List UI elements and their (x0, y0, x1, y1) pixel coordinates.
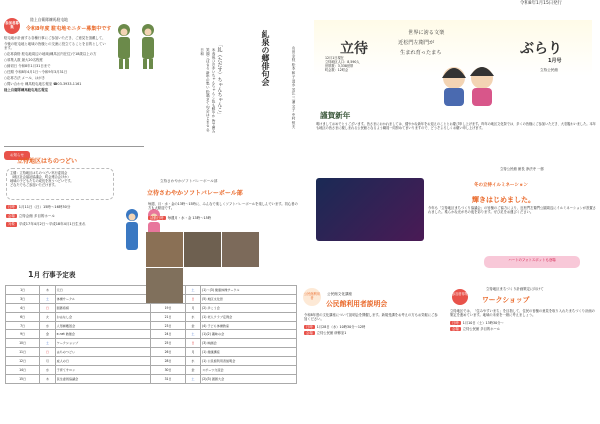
label: 日時 (306, 324, 313, 329)
table-cell: 30日 (151, 366, 185, 375)
recruit-line: ○応募方法 メール、はがき (4, 75, 45, 80)
poem-names: 山田 幸枝 松本 和子 清水 芳江 三浦 文子 中村 恒夫 (292, 46, 296, 129)
table-cell: 土 (40, 294, 55, 303)
table-row (6, 348, 297, 357)
table-cell: 元日 (55, 286, 151, 295)
table-cell: 土 (185, 330, 200, 339)
table-cell: (1) 公民館利用者説明会 (201, 357, 297, 366)
table-cell: (2) 歩こう会 (201, 303, 297, 312)
schedule-title (28, 270, 75, 280)
table-row (6, 339, 297, 348)
workshop-text: 立待地区では、「住みやすいまち」を目指して、住民の皆様の意見を取り入れたまちづくり計画の策定を進めています。地域の未来を一緒に考えましょう。 (450, 309, 595, 318)
label: 会場 (306, 330, 313, 335)
table-cell: 金 (185, 321, 200, 330)
table-cell: (1) 老人クラブ定例会 (201, 312, 297, 321)
table-cell: 木 (40, 374, 55, 383)
recruit-line: ○締切日 令和8年1月31日まで (4, 64, 51, 69)
soldiers-illustration (110, 20, 165, 70)
table-cell: 人形劇鑑賞会 (55, 321, 151, 330)
workshop-sub: 立待地区まちづくり計画策定に向けて (486, 287, 544, 291)
volleyball-photos (146, 232, 296, 267)
label: 会場 (452, 326, 459, 331)
label: 日時 (8, 205, 15, 209)
table-cell: 7日 (6, 321, 40, 330)
table-cell: 9日 (6, 330, 40, 339)
table-cell: 1日 (6, 286, 40, 295)
table-cell: 水 (185, 312, 200, 321)
label: 対象 (8, 222, 15, 227)
table-cell: 土 (40, 339, 55, 348)
table-row (6, 312, 297, 321)
table-cell: 月 (185, 303, 200, 312)
table-cell: (1) 健康講座 (201, 348, 297, 357)
photo (222, 232, 259, 267)
recruit-tag: 参加者募集 (4, 18, 20, 34)
poem-subtitle: 「糺（ただす）ちゃんちゃんこ」 (216, 42, 223, 117)
poem-title: 糺泉の郷俳句会 (261, 30, 270, 86)
table-row (6, 366, 297, 375)
table-cell: 15日 (6, 374, 40, 383)
table-cell: 金 (40, 330, 55, 339)
workshop-title: ワークショップ (482, 296, 530, 304)
meeting-tag: 公民館利用者 (303, 288, 321, 306)
recruit-line: 駐屯地が計画する各種行事にご参加いただき、ご意見を頂戴して、 (4, 36, 106, 40)
table-cell: 金 (185, 366, 200, 375)
masthead-info (325, 56, 427, 73)
recruit-line: ○募集人数 最大20名程度 (4, 58, 43, 63)
table-cell: (3) 映画会 (201, 339, 297, 348)
illumination-text: 今年も「立待地区まちづくり協議会」の皆様のご協力により、近松門左衛門公園周辺にイルミネーションが設置されました。柔らかな光が冬の夜を彩ります。ぜひ足をお運びください。 (428, 206, 596, 215)
recruit-body (4, 36, 108, 94)
table-cell: 土 (185, 286, 200, 295)
illumination-photo (316, 178, 424, 241)
value: 立待会館 多目的ホール (18, 213, 55, 218)
table-cell: 14日 (6, 366, 40, 375)
table-cell: 日 (185, 339, 200, 348)
table-cell: 月 (185, 348, 200, 357)
table-cell: 民生委員協議会 (55, 374, 151, 383)
mascot-illustration (436, 62, 500, 108)
meeting-title: 公民館利用者説明会 (326, 300, 388, 308)
info-line: 立待地区人口：8,590人 (325, 60, 360, 65)
table-cell: 11日 (6, 348, 40, 357)
recruit-title: 令和8年度 駐屯地モニター募集中です (26, 26, 112, 32)
issue-date: 令和8年1月15日発行 (520, 1, 562, 6)
label: 活動日時 (150, 216, 164, 220)
volleyball-body: 毎週、月・水・金の13時～15時に、みんなで楽しくソフトバレーボールを楽しんでいます。初心者の方も大歓迎です。 (148, 202, 298, 211)
table-cell: 25日 (151, 339, 185, 348)
notice-line: 主催：立待地区はちのつどい実行委員会 (10, 171, 68, 175)
meeting-sub: 公民館文化講座 (327, 292, 353, 296)
table-cell: ワークショップ (55, 339, 151, 348)
poem-body: 米寿祝ひの赤いちゃんちゃんこ 色も鮮やか 皆で囲み 笑顔こぼるる 新年の集い 松過ぎて 句会はじまる 冬日和 (200, 48, 216, 134)
recruit-line: ○問い合わせ 練馬駐屯地広報室 ☎03-3933-1161 (4, 81, 82, 86)
masthead-line1: 世界に誇る文楽 (408, 30, 445, 36)
table-cell: 31日 (151, 374, 185, 383)
recruit-line: ○応募資格 駐屯地周辺の地域(練馬区内在住)で18歳以上の方 (4, 52, 97, 57)
recruit-org: 陸上自衛隊練馬駐屯地 (30, 17, 68, 22)
table-cell: 日 (40, 303, 55, 312)
table-cell: 24日 (151, 330, 185, 339)
table-row (6, 374, 297, 383)
table-cell: 火 (40, 312, 55, 321)
photo (146, 232, 183, 267)
table-cell: 28日 (151, 357, 185, 366)
new-year-body: 明けましておめでとうございます。皆さまにおかれましては、健やかな新年をお迎えのこととお慶び申し上げます。昨年の地区文化祭では、多くの皆様にご参加いただき、大変賑わいました。本年も地区の皆さまに親しまれる公民館となるよう職員一同努めてまいりますので、どうぞよろしくお願い申し上げます。 (316, 122, 596, 131)
notice-line: 地域の子どもたちの成長を祝うつどいです。 (10, 179, 74, 184)
photo (146, 268, 183, 303)
value: 平成17年4月2日～平成18年4月1日生まれ (18, 222, 86, 227)
table-cell: (1)～(3) 健康体操サークル (201, 286, 297, 295)
notice-line: （地区社会福祉協議会、町会連合会ほか） (10, 175, 71, 180)
masthead-line3: 生まれ育ったまち (400, 50, 442, 56)
value: 1月10日（土）13時30分～ (462, 320, 504, 325)
table-cell: 月 (40, 357, 55, 366)
recruit-line: ○任期 令和8年4月1日～令和9年3月31日 (4, 70, 68, 75)
photo (184, 232, 221, 267)
masthead-title: 立待 (340, 41, 368, 57)
table-cell: (2)(3) 囲碁大会 (201, 374, 297, 383)
table-cell: 3日 (6, 294, 40, 303)
volleyball-sub: 立待さわやかソフトバレーボール部 (160, 179, 218, 183)
table-cell: 水 (185, 357, 200, 366)
table-cell: 23日 (151, 321, 185, 330)
label: 会場 (8, 213, 15, 218)
table-cell: 日 (185, 294, 200, 303)
notice-line: どなたでもご参加いただけます。 (10, 183, 58, 188)
notice-info (6, 205, 114, 227)
table-cell: 26日 (151, 348, 185, 357)
table-cell: (1)(2) 趣味の会 (201, 330, 297, 339)
table-cell: 19日 (151, 303, 185, 312)
illumination-title: 冬の立待イルミネーション (474, 183, 528, 188)
table-cell: 日 (40, 348, 55, 357)
issue-number: 1月号 (548, 58, 562, 64)
new-year-title: 謹賀新年 (320, 111, 351, 120)
value: 1月28日（水）10時30分～12時 (316, 324, 366, 329)
divider (4, 146, 144, 147)
table-row (6, 303, 297, 312)
info-line: 世帯数：3,338世帯 (325, 64, 354, 69)
illumination-badge: ハートのフォトスポットも登場 (484, 256, 580, 268)
meeting-body (304, 313, 439, 335)
schedule-title-rest: 月 行事予定表 (33, 271, 76, 279)
volleyball-time (148, 216, 211, 220)
table-cell: 体操サークル (55, 294, 151, 303)
table-cell: 成人の日 (55, 357, 151, 366)
table-cell: 子育てサロン (55, 366, 151, 375)
publisher: 立待公民館 (540, 68, 558, 72)
table-row (6, 357, 297, 366)
schedule-month: 1 (28, 270, 34, 279)
table-cell: 水 (40, 366, 55, 375)
table-row (6, 321, 297, 330)
table-cell: 12日 (6, 357, 40, 366)
notice-title: 立待地区はちのつどい (17, 158, 78, 165)
workshop-tag: 参加者募集 (452, 289, 468, 305)
notice-tag: お知らせ (4, 151, 30, 160)
table-cell: 土 (185, 374, 200, 383)
notice-box (6, 168, 114, 200)
masthead-line2: 近松門左衛門が (398, 40, 435, 46)
table-cell: スポーツ交流会 (201, 366, 297, 375)
meeting-text: 令和8年度の文化講座について説明会を開催します。新規受講をお考えの方もお気軽にご参加ください。 (304, 313, 438, 322)
new-year-sign: 立待公民館 館長 浄法寺 一郎 (500, 167, 544, 171)
volleyball-title: 立待さわやかソフトバレーボール部 (147, 190, 243, 197)
value: 立待公民館 多目的ホール (462, 326, 501, 331)
table-cell: はちのつどい (55, 348, 151, 357)
table-cell: 水 (40, 321, 55, 330)
masthead-title2: ぶらり (520, 41, 562, 57)
table-cell: 木 (40, 286, 55, 295)
recruit-contact: 陸上自衛隊練馬駐屯地広報室 (4, 87, 49, 92)
illumination-headline: 輝きはじめました。 (472, 196, 535, 204)
value: 毎週月・水・金 13時～15時 (167, 216, 212, 220)
table-cell: おはなし会 (55, 312, 151, 321)
table-cell: (4) 子ども体操教室 (201, 321, 297, 330)
table-cell: (5) 地区文化祭 (201, 294, 297, 303)
value: 立待公民館 研修室1 (316, 330, 347, 335)
table-cell: 6日 (6, 312, 40, 321)
table-cell: 囲碁将棋 (55, 303, 151, 312)
table-row (6, 330, 297, 339)
table-cell: 10日 (6, 339, 40, 348)
label: 日時 (452, 320, 459, 325)
value: 1月11日（日）15時～16時30分 (18, 205, 71, 209)
table-cell: 21日 (151, 312, 185, 321)
workshop-body (450, 309, 598, 331)
table-cell: 4日 (6, 303, 40, 312)
recruit-line: 今後の駐屯地と地域の皆様との交流に役立てることを目的としています。 (4, 41, 106, 51)
info-line: 町会数：12町会 (325, 68, 349, 73)
info-line: 12月1日現在 (325, 56, 344, 60)
table-cell: e-net 勉強会 (55, 330, 151, 339)
